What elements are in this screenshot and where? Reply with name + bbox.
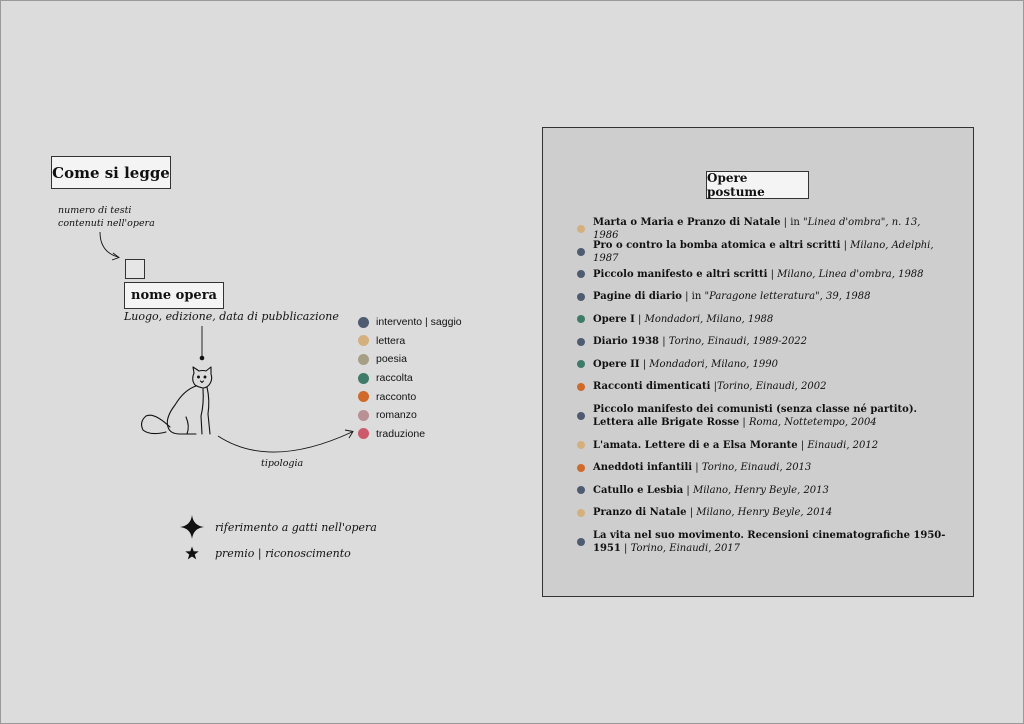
work-title: Aneddoti infantili: [593, 462, 693, 474]
legend-dot: [358, 428, 369, 439]
work-text: [593, 461, 811, 474]
work-item: [577, 331, 947, 354]
legend-label: raccolta: [376, 372, 413, 385]
work-separator: | in: [681, 291, 705, 303]
work-details: Mondadori, Milano, 1990: [649, 358, 778, 370]
legend-item: [358, 332, 462, 351]
work-type-dot: [577, 270, 585, 278]
work-item: [577, 353, 947, 376]
work-details: Mondadori, Milano, 1988: [644, 313, 774, 325]
legend-dot: [358, 317, 369, 328]
work-details: Torino, Einaudi, 2002: [717, 381, 827, 393]
work-separator: |: [767, 268, 778, 280]
work-details: Torino, Einaudi, 1989-2022: [668, 336, 808, 348]
legend-dot: [358, 391, 369, 402]
work-details: "Paragone letteratura", 39, 1988: [704, 291, 871, 303]
legend-label: traduzione: [376, 427, 426, 440]
work-type-dot: [577, 360, 585, 368]
legend-label: intervento | saggio: [376, 316, 462, 329]
cat-reference-label: riferimento a gatti nell'opera: [215, 520, 377, 534]
text-count-square: [125, 259, 145, 279]
work-details: Einaudi, 2012: [807, 439, 879, 451]
text-count-note-line: numero di testi: [58, 205, 132, 216]
work-details: "Linea d'ombra", n. 13, 1986: [593, 217, 921, 242]
work-item: [577, 502, 947, 525]
work-type-dot: [577, 441, 585, 449]
work-title: Catullo e Lesbia: [593, 484, 684, 496]
work-item: [577, 263, 947, 286]
work-details: Milano, Henry Beyle, 2014: [696, 507, 833, 519]
work-text: [593, 239, 947, 265]
legend-dot: [358, 373, 369, 384]
work-type-dot: [577, 486, 585, 494]
work-type-dot: [577, 464, 585, 472]
work-title: Pranzo di Natale: [593, 507, 687, 519]
work-type-dot: [577, 225, 585, 233]
work-details: Milano, Adelphi, 1987: [593, 239, 934, 264]
legend-title: Come si legge: [51, 156, 171, 189]
legend-dot: [358, 335, 369, 346]
work-details: Roma, Nottetempo, 2004: [748, 417, 877, 428]
work-text: [593, 403, 947, 429]
star-icon: [185, 546, 199, 560]
work-type-dot: [577, 412, 585, 420]
work-text: [593, 506, 832, 519]
legend-item: [358, 387, 462, 406]
work-title: Pro o contro la bomba atomica e altri scritti: [593, 239, 841, 251]
panel-title: Opere postume: [706, 171, 809, 199]
work-item: [577, 457, 947, 480]
work-title: Diario 1938: [593, 336, 660, 348]
four-point-star-icon: [180, 515, 204, 539]
work-item: [577, 398, 947, 434]
legend-label: racconto: [376, 390, 417, 403]
work-item: [577, 241, 947, 264]
work-separator: |: [710, 381, 718, 393]
legend-item: [358, 350, 462, 369]
work-title: Pagine di diario: [593, 291, 682, 303]
text-count-note-line: contenuti nell'opera: [58, 218, 155, 229]
work-separator: | in: [780, 217, 804, 229]
work-title: La vita nel suo movimento. Recensioni cinematografiche 1950-1951: [593, 530, 946, 554]
work-separator: |: [797, 439, 808, 451]
tipologia-label: tipologia: [261, 458, 304, 469]
work-separator: |: [683, 484, 693, 496]
work-separator: |: [686, 507, 697, 519]
work-separator: |: [739, 417, 749, 428]
award-legend: [180, 546, 351, 560]
work-item: [577, 218, 947, 241]
legend-item: [358, 406, 462, 425]
award-label: premio | riconoscimento: [215, 546, 351, 560]
work-title: Piccolo manifesto dei comunisti (senza classe né partito). Lettera alle Brigate Rosse: [593, 404, 918, 428]
work-type-dot: [577, 248, 585, 256]
work-text: [593, 268, 924, 281]
legend-item: [358, 313, 462, 332]
work-details: Torino, Einaudi, 2017: [630, 543, 741, 554]
work-type-dot: [577, 509, 585, 517]
work-separator: |: [659, 336, 669, 348]
posthumous-panel: [542, 127, 974, 597]
work-title: Opere I: [593, 313, 635, 325]
work-separator: |: [634, 313, 645, 325]
work-text: [593, 290, 871, 303]
work-separator: |: [639, 358, 650, 370]
work-text: [593, 313, 773, 326]
legend-item: [358, 369, 462, 388]
work-details: Milano, Linea d'ombra, 1988: [777, 268, 924, 280]
legend-label: lettera: [376, 334, 406, 347]
work-item: [577, 479, 947, 502]
work-type-dot: [577, 315, 585, 323]
work-type-dot: [577, 293, 585, 301]
work-type-dot: [577, 383, 585, 391]
work-title: Marta o Maria e Pranzo di Natale: [593, 217, 781, 229]
work-title: Racconti dimenticati: [593, 381, 711, 393]
work-text: [593, 439, 878, 452]
type-legend: [358, 313, 462, 443]
publication-info-example: Luogo, edizione, data di pubblicazione: [124, 310, 339, 323]
work-item: [577, 308, 947, 331]
legend-item: [358, 425, 462, 444]
work-item: [577, 524, 947, 560]
work-text: [593, 380, 826, 393]
work-separator: |: [840, 239, 851, 251]
work-details: Milano, Henry Beyle, 2013: [692, 484, 829, 496]
work-item: [577, 286, 947, 309]
legend-label: poesia: [376, 353, 407, 366]
cat-reference-legend: [180, 515, 377, 539]
work-type-dot: [577, 538, 585, 546]
work-type-dot: [577, 338, 585, 346]
work-details: Torino, Einaudi, 2013: [701, 462, 812, 474]
work-name-example: nome opera: [124, 282, 224, 309]
text-count-note: [58, 204, 155, 230]
legend-dot: [358, 410, 369, 421]
work-separator: |: [620, 543, 631, 554]
work-item: [577, 376, 947, 399]
work-text: [593, 484, 829, 497]
work-text: [593, 529, 947, 555]
work-title: Piccolo manifesto e altri scritti: [593, 268, 768, 280]
work-title: Opere II: [593, 358, 640, 370]
work-item: [577, 434, 947, 457]
work-text: [593, 335, 807, 348]
posthumous-works-list: [577, 218, 947, 560]
work-text: [593, 358, 778, 371]
work-title: L'amata. Lettere di e a Elsa Morante: [593, 439, 798, 451]
legend-dot: [358, 354, 369, 365]
legend-label: romanzo: [376, 409, 417, 422]
work-separator: |: [692, 462, 702, 474]
